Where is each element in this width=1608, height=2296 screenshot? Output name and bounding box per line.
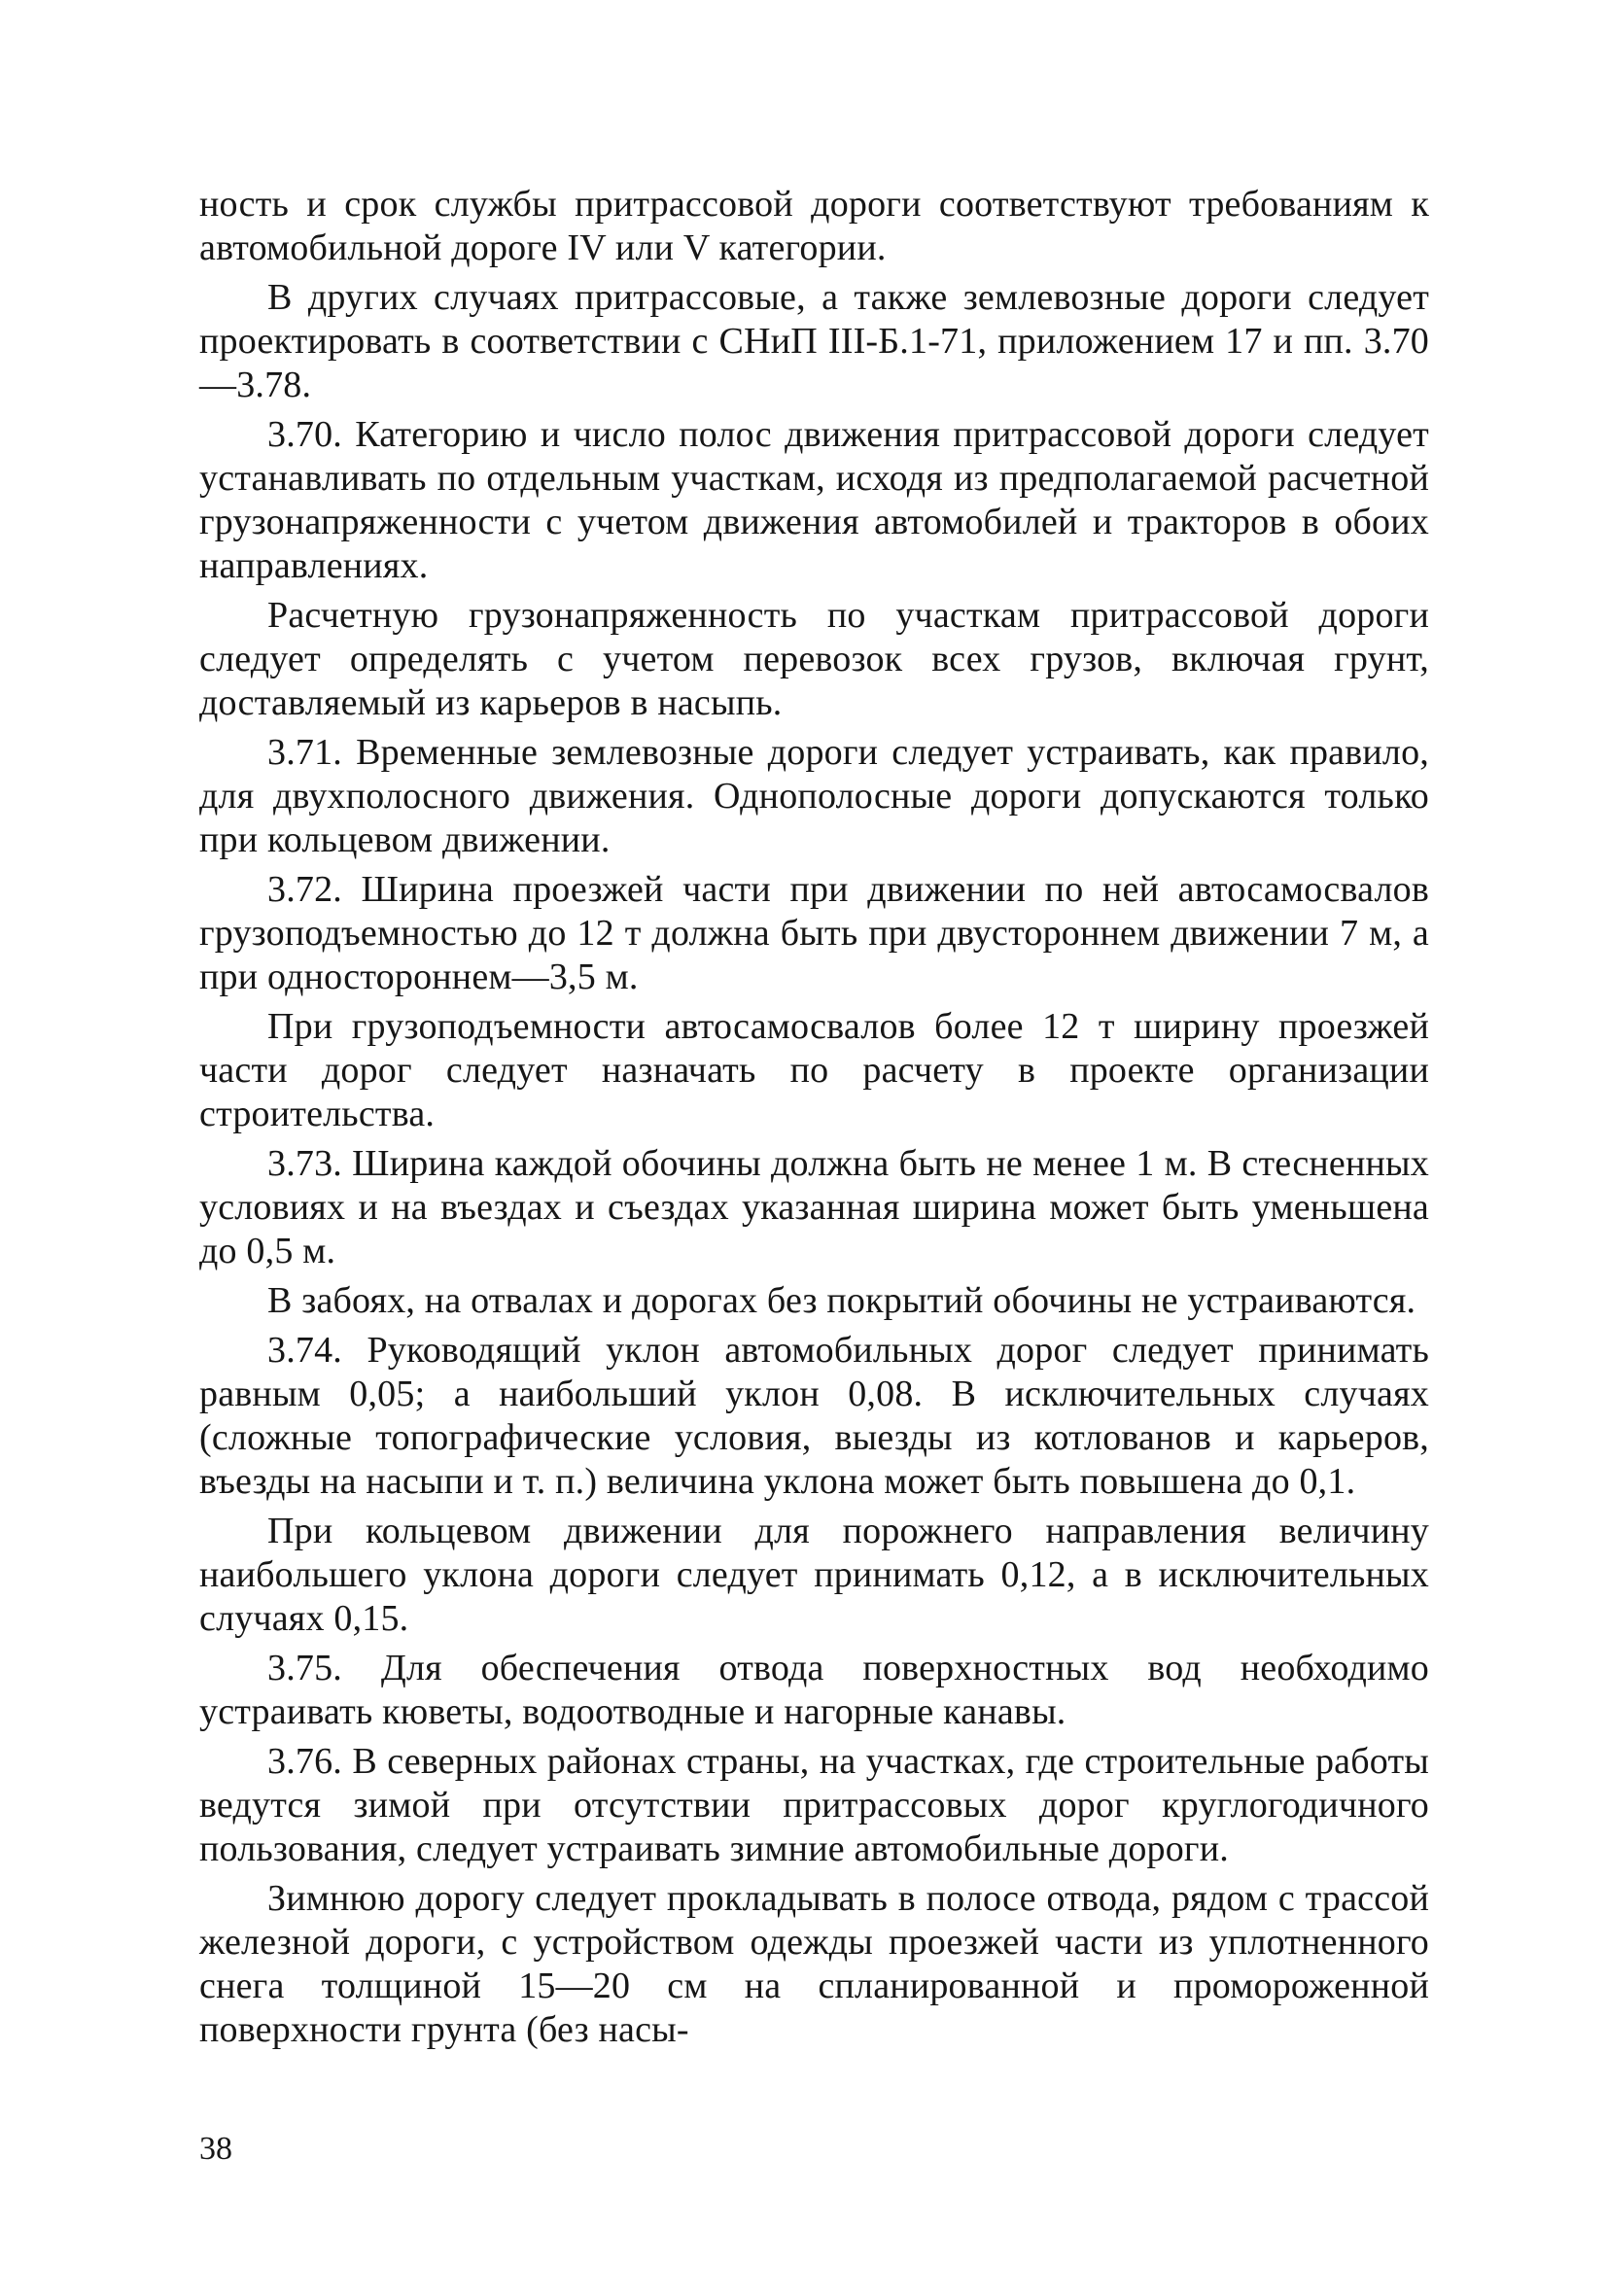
paragraph-3-72: 3.72. Ширина проезжей части при движении по ней автосамосвалов грузоподъемностью до 12 т должна быть при двустороннем движении 7 м, а при одностороннем—3,5 м. <box>199 869 1429 997</box>
paragraph: В забоях, на отвалах и дорогах без покрытий обочины не устраиваются. <box>267 1280 1416 1321</box>
paragraph-3-73: 3.73. Ширина каждой обочины должна быть не менее 1 м. В стесненных условиях и на въездах и съездах указанная ширина может быть уменьшена до 0,5 м. <box>199 1143 1429 1271</box>
paragraph: В других случаях притрассовые, а также землевозные дороги следует проектировать в соответствии с СНиП III-Б.1-71, приложением 17 и пп. 3.70—3.78. <box>199 277 1429 405</box>
paragraph: При кольцевом движении для порожнего направления величину наибольшего уклона дороги следует принимать 0,12, а в исключительных случаях 0,15. <box>199 1511 1429 1639</box>
page-number: 38 <box>199 2131 232 2167</box>
paragraph-3-75: 3.75. Для обеспечения отвода поверхностных вод необходимо устраивать кюветы, водоотводные и нагорные канавы. <box>199 1648 1429 1732</box>
paragraph-3-70: 3.70. Категорию и число полос движения притрассовой дороги следует устанавливать по отдельным участкам, исходя из предполагаемой расчетной грузонапряженности с учетом движения автомобилей и тракторов в обоих направлениях. <box>199 414 1429 586</box>
paragraph-3-71: 3.71. Временные землевозные дороги следует устраивать, как правило, для двухполосного движения. Однополосные дороги допускаются только при кольцевом движении. <box>199 732 1429 860</box>
body-text <box>199 183 1429 2058</box>
paragraph: Расчетную грузонапряженность по участкам притрассовой дороги следует определять с учетом перевозок всех грузов, включая грунт, доставляемый из карьеров в насыпь. <box>199 595 1429 723</box>
paragraph-continued: ность и срок службы притрассовой дороги соответствуют требованиям к автомобильной дороге IV или V категории. <box>199 184 1429 268</box>
paragraph-3-74: 3.74. Руководящий уклон автомобильных дорог следует принимать равным 0,05; а наибольший уклон 0,08. В исключительных случаях (сложные топографические условия, выезды из котлованов и карьеров, въезды на насыпи и т. п.) величина уклона может быть повышена до 0,1. <box>199 1330 1429 1502</box>
paragraph: Зимнюю дорогу следует прокладывать в полосе отвода, рядом с трассой железной дороги, с устройством одежды проезжей части из уплотненного снега толщиной 15—20 см на спланированной и промороженной поверхности грунта (без насы- <box>199 1878 1429 2050</box>
paragraph-3-76: 3.76. В северных районах страны, на участках, где строительные работы ведутся зимой при отсутствии притрассовых дорог круглогодичного пользования, следует устраивать зимние автомобильные дороги. <box>199 1741 1429 1869</box>
paragraph: При грузоподъемности автосамосвалов более 12 т ширину проезжей части дорог следует назначать по расчету в проекте организации строительства. <box>199 1006 1429 1134</box>
